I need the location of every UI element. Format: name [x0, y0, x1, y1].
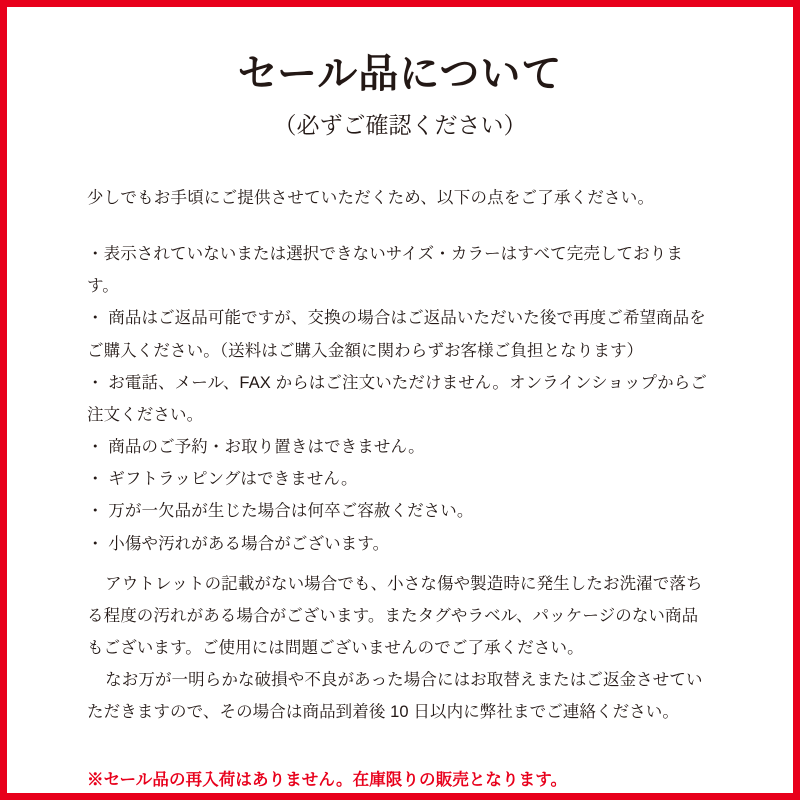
list-item: ・ 万が一欠品が生じた場合は何卒ご容赦ください。 — [87, 502, 474, 521]
list-item: ・ お電話、メール、FAX からはご注文いただけません。オンラインショップからご注文ください。 — [87, 373, 707, 424]
detail-paragraph: なお万が一明らかな破損や不良があった場合にはお取替えまたはご返金させていただきますので、その場合は商品到着後 10 日以内に弊社までご連絡ください。 — [87, 671, 703, 722]
detail-paragraphs — [87, 568, 713, 729]
list-item: ・ ギフトラッピングはできません。 — [87, 470, 358, 489]
list-item: ・ 小傷や汚れがある場合がございます。 — [87, 534, 390, 553]
restock-notice: ※セール品の再入荷はありません。在庫限りの販売となります。 — [87, 770, 568, 789]
page-content — [7, 7, 793, 793]
detail-paragraph: アウトレットの記載がない場合でも、小さな傷や製造時に発生したお洗濯で落ちる程度の汚れがある場合がございます。またタグやラベル、パッケージのない商品もございます。ご使用には問題ございませんのでご了承ください。 — [87, 574, 703, 658]
page-subtitle: （必ずご確認ください） — [273, 112, 527, 138]
conditions-list — [87, 238, 713, 560]
list-item: ・表示されていないまたは選択できないサイズ・カラーはすべて完売しております。 — [87, 245, 683, 296]
lead-paragraph: 少しでもお手頃にご提供させていただくため、以下の点をご了承ください。 — [87, 189, 655, 207]
list-item: ・ 商品のご予約・お取り置きはできません。 — [87, 438, 425, 457]
list-item: ・ 商品はご返品可能ですが、交換の場合はご返品いただいた後で再度ご希望商品をご購入ください。（送料はご購入金額に関わらずお客様ご負担となります） — [87, 309, 706, 360]
page-title: セール品について — [237, 52, 563, 96]
